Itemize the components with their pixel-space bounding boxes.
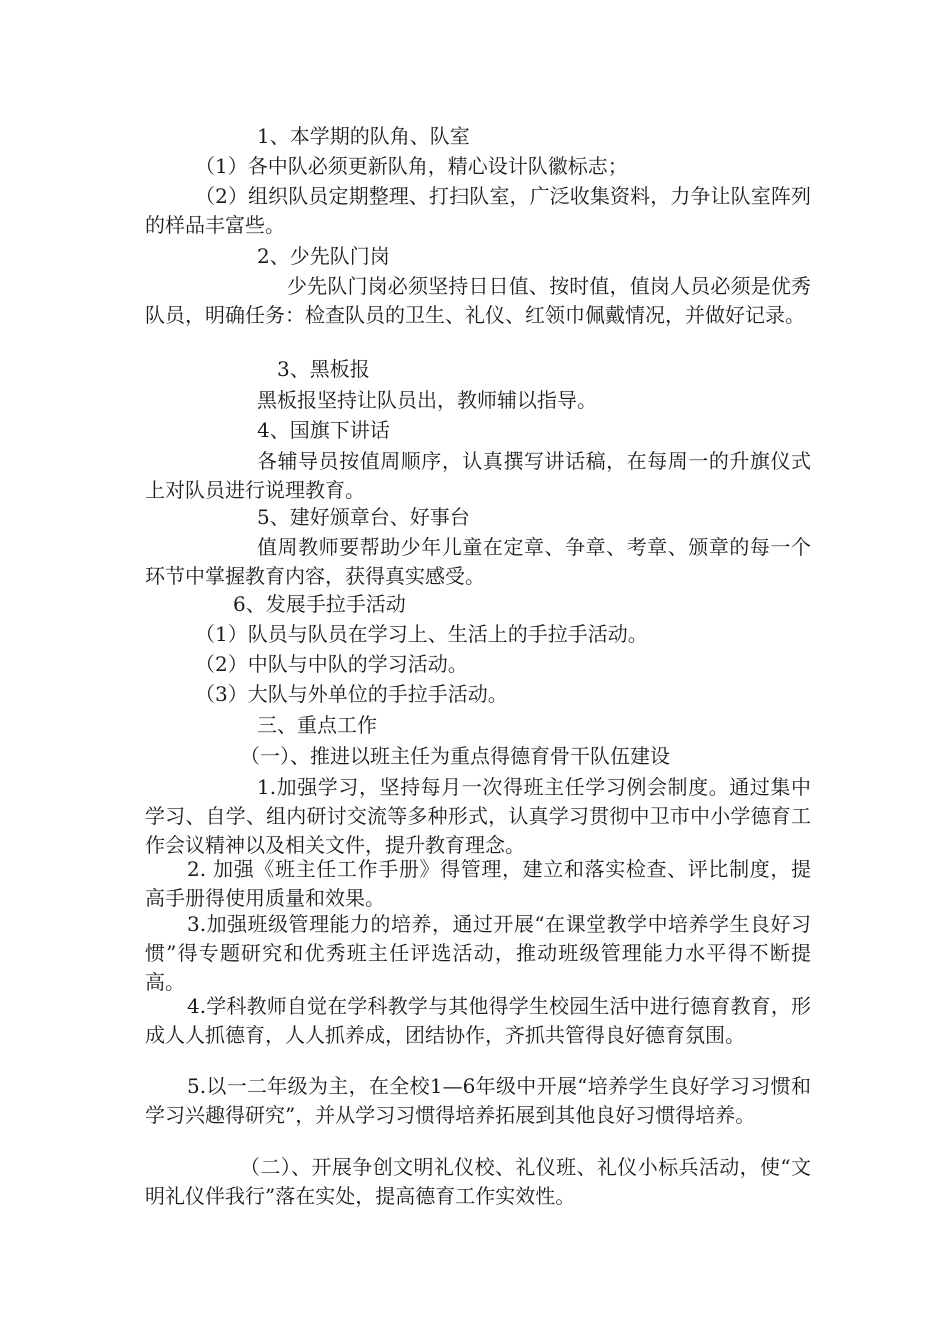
heading-gate-duty: 2、少先队门岗 — [257, 244, 390, 268]
paragraph-item-1: 1.加强学习，坚持每月一次得班主任学习例会制度。通过集中学习、自学、组内研讨交流等多种形式，认真学习贯彻中卫市中小学德育工作会议精神以及相关文件，提升教育理念。 — [145, 775, 811, 857]
paragraph-item-5: 5.以一二年级为主，在全校1—6年级中开展“培养学生良好学习习惯和学习兴趣得研究”，并从学习习惯得培养拓展到其他良好习惯得培养。 — [145, 1074, 811, 1127]
paragraph-hand-in-hand-3: （3）大队与外单位的手拉手活动。 — [195, 682, 508, 706]
paragraph-badge-stage: 值周教师要帮助少年儿童在定章、争章、考章、颁章的每一个环节中掌握教育内容，获得真实感受。 — [145, 535, 811, 588]
heading-hand-in-hand: 6、发展手拉手活动 — [233, 592, 406, 616]
heading-team-corner: 1、本学期的队角、队室 — [257, 124, 470, 148]
subheading-teacher-team: （一）、推进以班主任为重点得德育骨干队伍建设 — [240, 744, 670, 768]
paragraph-team-corner-1: （1）各中队必须更新队角，精心设计队徽标志； — [195, 154, 628, 178]
heading-key-work: 三、重点工作 — [257, 713, 377, 737]
paragraph-hand-in-hand-2: （2）中队与中队的学习活动。 — [195, 652, 468, 676]
heading-flag-speech: 4、国旗下讲话 — [257, 418, 390, 442]
heading-blackboard: 3、黑板报 — [277, 357, 370, 381]
paragraph-hand-in-hand-1: （1）队员与队员在学习上、生活上的手拉手活动。 — [195, 622, 648, 646]
paragraph-blackboard: 黑板报坚持让队员出，教师辅以指导。 — [257, 388, 597, 412]
paragraph-item-2: 2. 加强《班主任工作手册》得管理，建立和落实检查、评比制度，提高手册得使用质量和效果。 — [145, 857, 811, 910]
heading-badge-stage: 5、建好颁章台、好事台 — [257, 505, 470, 529]
paragraph-item-4: 4.学科教师自觉在学科教学与其他得学生校园生活中进行德育教育，形成人人抓德育，人人抓养成，团结协作，齐抓共管得良好德育氛围。 — [145, 994, 811, 1047]
paragraph-gate-duty: 少先队门岗必须坚持日日值、按时值，值岗人员必须是优秀队员，明确任务：检查队员的卫生、礼仪、红领巾佩戴情况，并做好记录。 — [145, 274, 811, 327]
subheading-etiquette: （二）、开展争创文明礼仪校、礼仪班、礼仪小标兵活动，使“文明礼仪伴我行”落在实处，提高德育工作实效性。 — [145, 1155, 811, 1208]
paragraph-item-3: 3.加强班级管理能力的培养，通过开展“在课堂教学中培养学生良好习惯”得专题研究和优秀班主任评选活动，推动班级管理能力水平得不断提高。 — [145, 912, 811, 994]
paragraph-flag-speech: 各辅导员按值周顺序，认真撰写讲话稿，在每周一的升旗仪式上对队员进行说理教育。 — [145, 449, 811, 502]
paragraph-team-corner-2: （2）组织队员定期整理、打扫队室，广泛收集资料，力争让队室阵列的样品丰富些。 — [145, 184, 811, 237]
